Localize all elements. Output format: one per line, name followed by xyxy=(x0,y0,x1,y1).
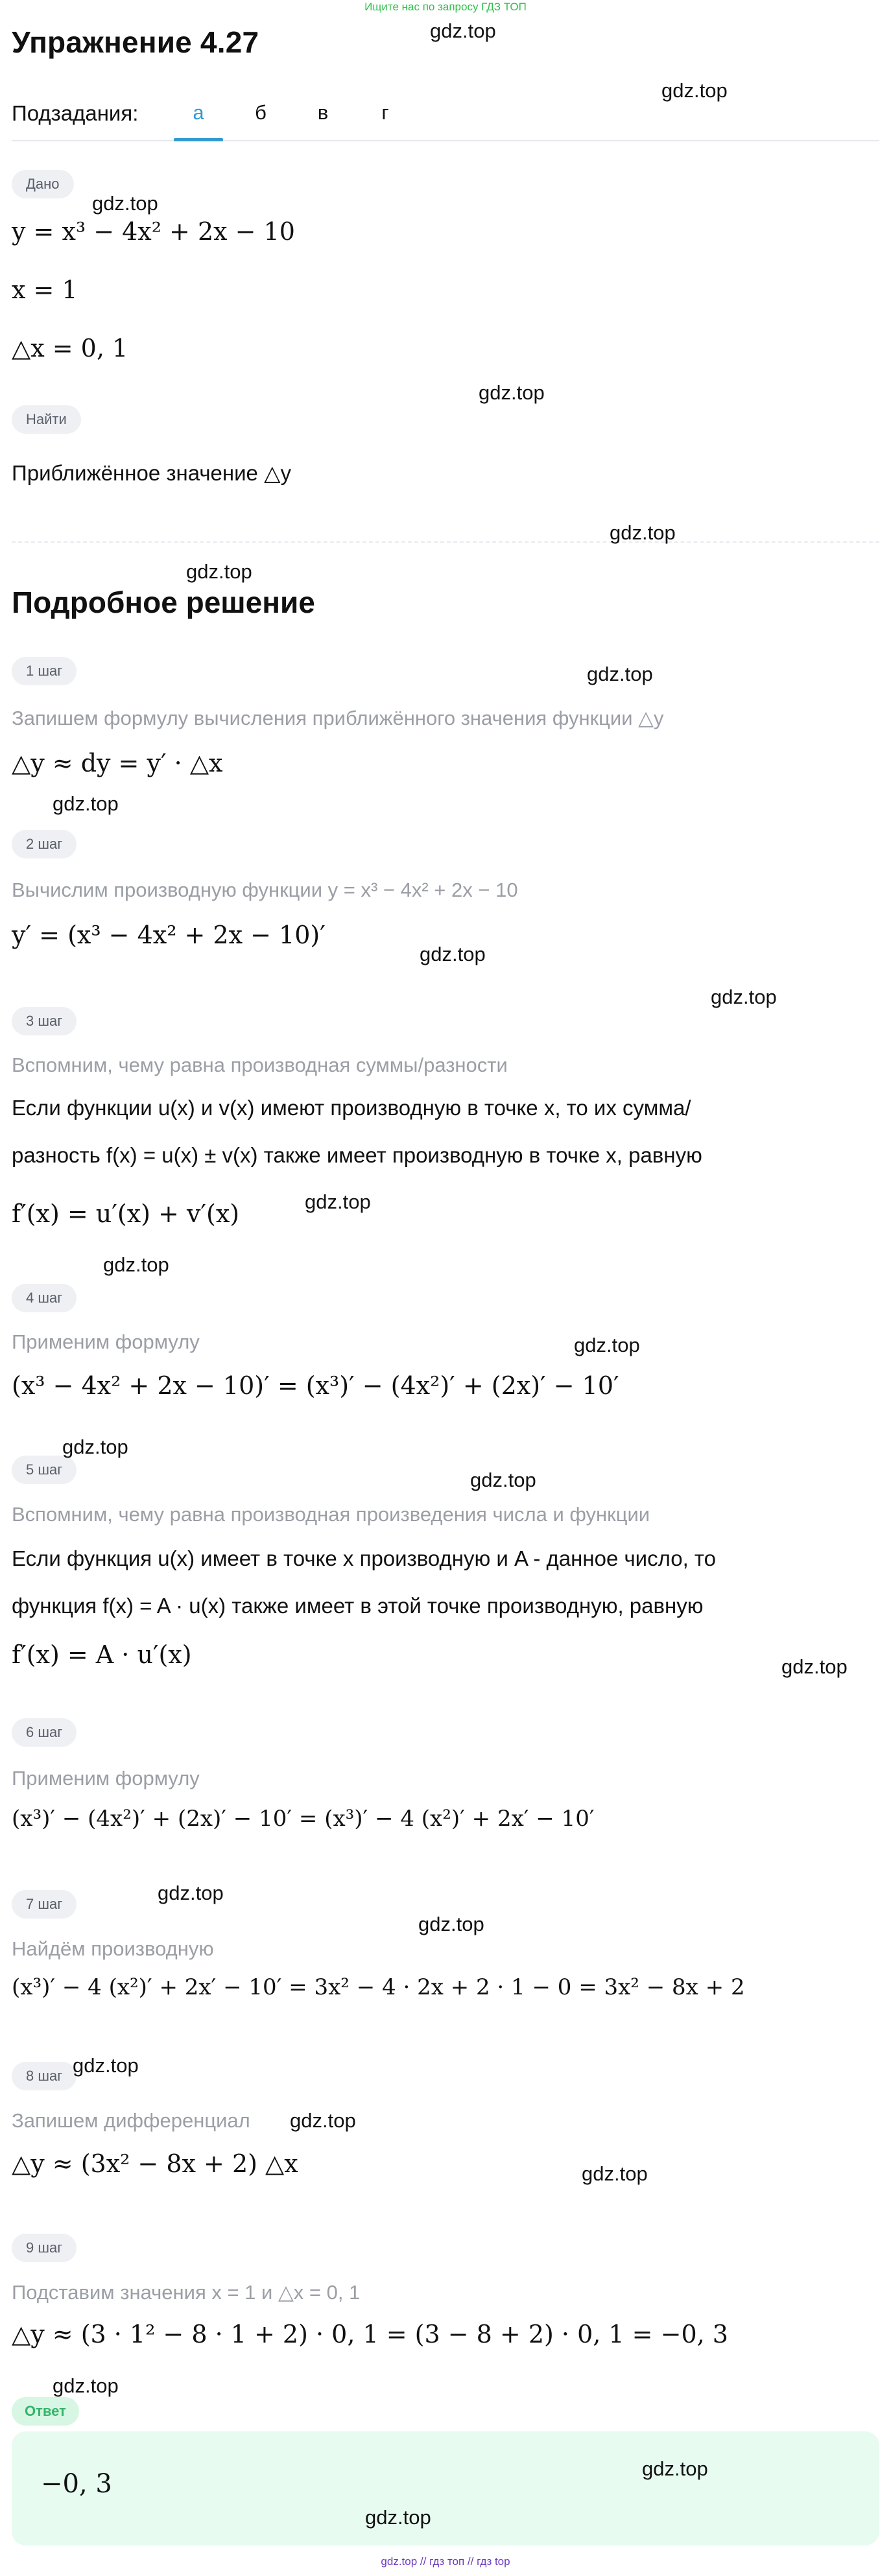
answer-pill: Ответ xyxy=(12,2397,79,2426)
watermark: gdz.top xyxy=(420,943,486,965)
section-divider xyxy=(12,541,879,543)
tab-g[interactable]: г xyxy=(381,101,389,124)
answer-box xyxy=(12,2431,879,2546)
watermark: gdz.top xyxy=(62,1436,128,1458)
watermark: gdz.top xyxy=(103,1253,169,1276)
step-4-pill: 4 шаг xyxy=(12,1284,77,1312)
step-9-pill: 9 шаг xyxy=(12,2234,77,2262)
step-1-pill: 1 шаг xyxy=(12,657,77,685)
watermark: gdz.top xyxy=(582,2162,648,2185)
subtasks-bar xyxy=(12,97,879,141)
step-7-pill: 7 шаг xyxy=(12,1890,77,1919)
step-3-pill: 3 шаг xyxy=(12,1007,77,1035)
watermark: gdz.top xyxy=(158,1882,224,1904)
watermark: gdz.top xyxy=(290,2109,356,2132)
step-3-hint: Вспомним, чему равна производная суммы/разности xyxy=(12,1054,508,1076)
subtasks-label: Подзадания: xyxy=(12,101,139,125)
step-2-hint: Вычислим производную функции y = x³ − 4x² + 2x − 10 xyxy=(12,879,518,901)
page-title: Упражнение 4.27 xyxy=(12,25,259,59)
watermark: gdz.top xyxy=(53,2374,119,2397)
step-3-math: f′(x) = u′(x) + v′(x) xyxy=(12,1199,240,1228)
tab-v[interactable]: в xyxy=(317,101,329,124)
watermark: gdz.top xyxy=(781,1655,848,1678)
watermark: gdz.top xyxy=(305,1190,371,1213)
step-2-math: y′ = (x³ − 4x² + 2x − 10)′ xyxy=(12,921,326,949)
given-pill: Дано xyxy=(12,170,74,198)
step-6-math: (x³)′ − (4x²)′ + (2x)′ − 10′ = (x³)′ − 4 (x²)′ + 2x′ − 10′ xyxy=(12,1806,595,1832)
watermark: gdz.top xyxy=(574,1334,640,1356)
watermark: gdz.top xyxy=(610,521,676,544)
step-1-math: △y ≈ dy = y′ · △x xyxy=(12,749,223,777)
step-4-math: (x³ − 4x² + 2x − 10)′ = (x³)′ − (4x²)′ + (2x)′ − 10′ xyxy=(12,1371,619,1400)
step-8-hint: Запишем дифференциал xyxy=(12,2109,250,2132)
given-line-1: y = x³ − 4x² + 2x − 10 xyxy=(12,217,295,246)
top-search-hint[interactable]: Ищите нас по запросу ГДЗ ТОП xyxy=(364,1,527,13)
step-8-pill: 8 шаг xyxy=(12,2062,77,2090)
watermark: gdz.top xyxy=(642,2457,708,2480)
step-5-math: f′(x) = A · u′(x) xyxy=(12,1640,192,1669)
step-6-pill: 6 шаг xyxy=(12,1718,77,1747)
solution-title: Подробное решение xyxy=(12,585,315,619)
watermark: gdz.top xyxy=(470,1469,536,1491)
step-2-pill: 2 шаг xyxy=(12,830,77,858)
given-line-2: x = 1 xyxy=(12,276,78,304)
step-3-text-2: разность f(x) = u(x) ± v(x) также имеет производную в точке x, равную xyxy=(12,1143,702,1167)
tab-b[interactable]: б xyxy=(255,101,267,124)
find-pill: Найти xyxy=(12,405,81,434)
watermark: gdz.top xyxy=(661,79,728,102)
step-5-text-1: Если функция u(x) имеет в точке x производную и A - данное число, то xyxy=(12,1546,717,1570)
watermark: gdz.top xyxy=(186,560,252,583)
watermark: gdz.top xyxy=(430,19,496,42)
step-5-text-2: функция f(x) = A · u(x) также имеет в этой точке производную, равную xyxy=(12,1594,704,1618)
watermark: gdz.top xyxy=(73,2054,139,2077)
step-4-hint: Применим формулу xyxy=(12,1330,200,1353)
step-5-pill: 5 шаг xyxy=(12,1456,77,1484)
answer-math: −0, 3 xyxy=(41,2469,112,2499)
step-7-math: (x³)′ − 4 (x²)′ + 2x′ − 10′ = 3x² − 4 · 2x + 2 · 1 − 0 = 3x² − 8x + 2 xyxy=(12,1974,745,2000)
watermark: gdz.top xyxy=(365,2506,431,2529)
watermark: gdz.top xyxy=(92,192,158,215)
step-3-text-1: Если функции u(x) и v(x) имеют производную в точке x, то их сумма/ xyxy=(12,1096,691,1120)
watermark: gdz.top xyxy=(53,792,119,815)
watermark: gdz.top xyxy=(418,1913,484,1935)
watermark: gdz.top xyxy=(711,986,777,1008)
step-7-hint: Найдём производную xyxy=(12,1937,214,1960)
step-6-hint: Применим формулу xyxy=(12,1767,200,1790)
footer-links[interactable]: gdz.top // гдз топ // гдз top xyxy=(381,2555,510,2568)
subtasks-tabs xyxy=(167,97,416,140)
watermark: gdz.top xyxy=(587,663,653,685)
watermark: gdz.top xyxy=(479,381,545,404)
tab-a[interactable]: а xyxy=(167,97,230,140)
find-text: Приближённое значение △y xyxy=(12,461,291,485)
step-1-hint: Запишем формулу вычисления приближённого значения функции △y xyxy=(12,707,664,729)
step-8-math: △y ≈ (3x² − 8x + 2) △x xyxy=(12,2149,298,2178)
given-line-3: △x = 0, 1 xyxy=(12,334,128,362)
step-5-hint: Вспомним, чему равна производная произведения числа и функции xyxy=(12,1503,650,1526)
step-9-hint: Подставим значения x = 1 и △x = 0, 1 xyxy=(12,2281,361,2304)
step-9-math: △y ≈ (3 · 1² − 8 · 1 + 2) · 0, 1 = (3 − 8 + 2) · 0, 1 = −0, 3 xyxy=(12,2320,728,2348)
